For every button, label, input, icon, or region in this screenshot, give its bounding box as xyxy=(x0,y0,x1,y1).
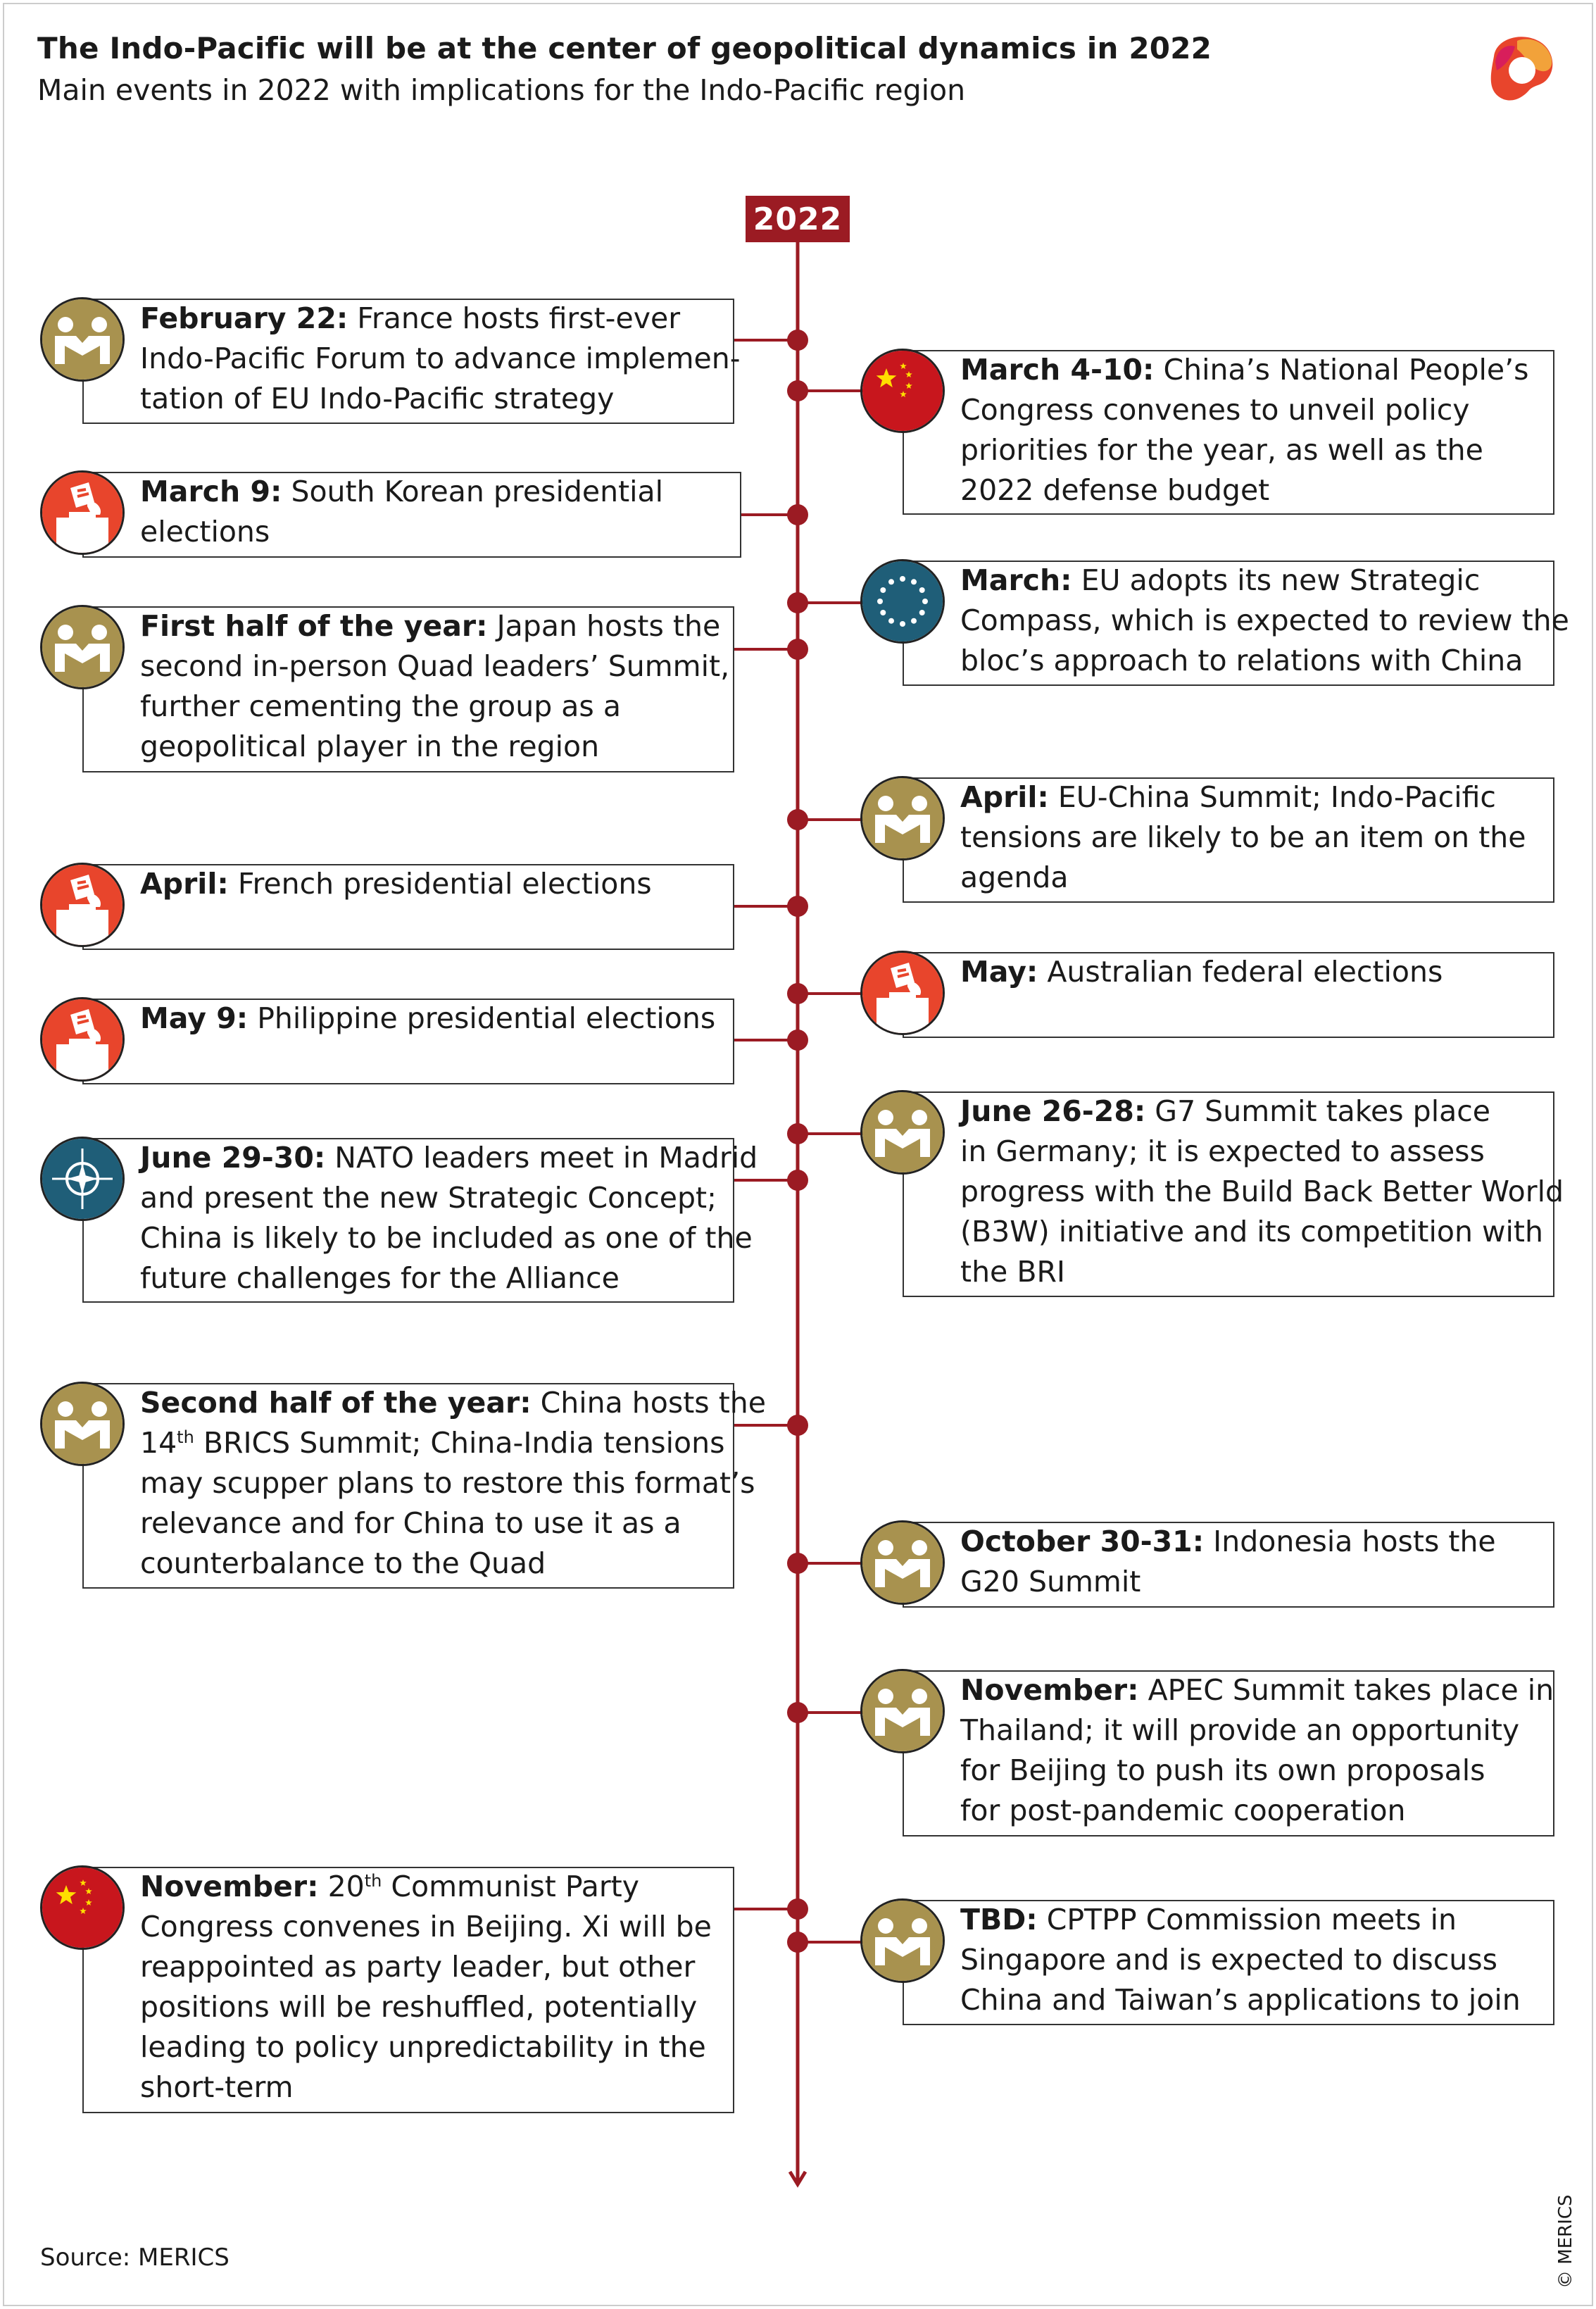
event-description-line: for Beijing to push its own proposals xyxy=(960,1753,1485,1787)
event-text xyxy=(140,606,729,767)
event-description-line: positions will be reshuffled, potentially xyxy=(140,1990,698,2024)
event-description-line: tation of EU Indo-Pacific strategy xyxy=(140,382,615,415)
timeline-dot xyxy=(787,504,808,525)
event-description-line: in Germany; it is expected to assess xyxy=(960,1134,1485,1168)
timeline-dot xyxy=(787,1553,808,1574)
event-line xyxy=(140,1258,758,1299)
event-line xyxy=(960,430,1529,470)
timeline-dot xyxy=(787,639,808,660)
event-description-line: French presidential elections xyxy=(237,867,652,901)
event-line xyxy=(140,606,729,646)
event-text xyxy=(140,472,663,552)
event-description-line: 14th BRICS Summit; China-India tensions xyxy=(140,1426,725,1460)
event-line xyxy=(960,777,1526,818)
event-description-line: Japan hosts the xyxy=(496,609,721,643)
event-line xyxy=(960,470,1529,511)
event-description-line: China hosts the xyxy=(540,1386,766,1420)
event-description-line: future challenges for the Alliance xyxy=(140,1261,620,1295)
event-line xyxy=(140,2027,712,2067)
event-line xyxy=(140,999,715,1039)
event-description-line: the BRI xyxy=(960,1255,1066,1289)
event-description-line: 20th Communist Party xyxy=(327,1870,640,1903)
event-text xyxy=(960,1522,1496,1602)
event-date: March 4-10: xyxy=(960,353,1155,387)
event-description-line: 2022 defense budget xyxy=(960,473,1270,507)
event-description-line: may scupper plans to restore this format’s xyxy=(140,1466,755,1500)
event-description-line: CPTPP Commission meets in xyxy=(1046,1903,1457,1936)
event-date: June 29-30: xyxy=(140,1141,326,1175)
china-flag-icon xyxy=(40,1865,125,1950)
event-date: TBD: xyxy=(960,1903,1038,1936)
event-line xyxy=(960,1252,1564,1292)
event-date: First half of the year: xyxy=(140,609,488,643)
event-description-line: Congress convenes to unveil policy xyxy=(960,393,1470,427)
event-line xyxy=(140,864,652,904)
summit-handshake-icon xyxy=(860,1669,945,1753)
event-line xyxy=(960,601,1569,641)
event-description-line: for post-pandemic cooperation xyxy=(960,1794,1406,1827)
event-line xyxy=(140,512,663,552)
timeline-dot xyxy=(787,1123,808,1144)
event-description-line: tensions are likely to be an item on the xyxy=(960,820,1526,854)
event-line xyxy=(960,1132,1564,1172)
event-line xyxy=(960,350,1529,390)
event-text xyxy=(140,1383,766,1584)
timeline-dot xyxy=(787,809,808,830)
event-date: April: xyxy=(960,780,1049,814)
event-line xyxy=(140,1503,766,1544)
summit-handshake-icon xyxy=(860,1520,945,1605)
event-date: February 22: xyxy=(140,301,348,335)
event-line xyxy=(960,561,1569,601)
nato-compass-icon xyxy=(40,1137,125,1221)
event-description-line: Compass, which is expected to review the xyxy=(960,603,1569,637)
event-text xyxy=(140,864,652,904)
event-line xyxy=(140,1383,766,1423)
summit-handshake-icon xyxy=(40,605,125,689)
event-description-line: progress with the Build Back Better World xyxy=(960,1175,1564,1208)
event-line xyxy=(140,1544,766,1584)
event-description-line: Indo-Pacific Forum to advance implemen- xyxy=(140,342,741,375)
event-description-line: China and Taiwan’s applications to join xyxy=(960,1983,1521,2017)
timeline-dot xyxy=(787,983,808,1004)
event-line xyxy=(960,1562,1496,1602)
timeline-dot xyxy=(787,1170,808,1191)
timeline-dot xyxy=(787,896,808,917)
event-description-line: Australian federal elections xyxy=(1047,955,1443,989)
event-line xyxy=(140,1947,712,1987)
event-line xyxy=(960,641,1569,681)
event-description-line: reappointed as party leader, but other xyxy=(140,1950,696,1984)
event-description-line: EU adopts its new Strategic xyxy=(1081,563,1481,597)
event-text xyxy=(140,299,741,419)
figure-subtitle: Main events in 2022 with implications for the Indo-Pacific region xyxy=(37,73,966,107)
event-description-line: China’s National People’s xyxy=(1163,353,1529,387)
summit-handshake-icon xyxy=(860,1090,945,1175)
event-text xyxy=(140,999,715,1039)
event-line xyxy=(140,1907,712,1947)
eu-flag-icon xyxy=(860,559,945,644)
summit-handshake-icon xyxy=(40,297,125,382)
event-line xyxy=(140,379,741,419)
event-text xyxy=(960,952,1443,992)
event-description-line: APEC Summit takes place in xyxy=(1148,1673,1554,1707)
event-description-line: G20 Summit xyxy=(960,1565,1141,1598)
timeline-dot xyxy=(787,1932,808,1953)
event-line xyxy=(960,1670,1554,1710)
event-line xyxy=(960,1791,1554,1831)
event-line xyxy=(140,646,729,687)
event-line xyxy=(140,687,729,727)
event-line xyxy=(140,1423,766,1463)
event-line xyxy=(960,1940,1521,1980)
event-line xyxy=(140,1218,758,1258)
event-date: March: xyxy=(960,563,1072,597)
event-description-line: short-term xyxy=(140,2070,294,2104)
timeline-dot xyxy=(787,1898,808,1920)
event-description-line: further cementing the group as a xyxy=(140,689,621,723)
event-description-line: elections xyxy=(140,515,270,549)
event-description-line: EU-China Summit; Indo-Pacific xyxy=(1057,780,1496,814)
event-date: May: xyxy=(960,955,1038,989)
event-line xyxy=(140,339,741,379)
event-description-line: China is likely to be included as one of the xyxy=(140,1221,753,1255)
event-text xyxy=(960,1091,1564,1292)
timeline-dot xyxy=(787,592,808,613)
event-line xyxy=(960,952,1443,992)
event-line xyxy=(960,390,1529,430)
event-line xyxy=(960,1980,1521,2020)
event-description-line: relevance and for China to use it as a xyxy=(140,1506,681,1540)
event-description-line: Congress convenes in Beijing. Xi will be xyxy=(140,1910,712,1944)
copyright-note: © MERICS xyxy=(1555,2194,1576,2289)
event-description-line: (B3W) initiative and its competition with xyxy=(960,1215,1543,1249)
event-description-line: and present the new Strategic Concept; xyxy=(140,1181,717,1215)
timeline-dot xyxy=(787,1702,808,1723)
event-date: Second half of the year: xyxy=(140,1386,532,1420)
event-description-line: Singapore and is expected to discuss xyxy=(960,1943,1497,1977)
event-text xyxy=(140,1867,712,2108)
timeline-dot xyxy=(787,1415,808,1436)
event-description-line: Thailand; it will provide an opportunity xyxy=(960,1713,1520,1747)
timeline-dot xyxy=(787,380,808,401)
event-description-line: France hosts first-ever xyxy=(357,301,681,335)
event-description-line: Philippine presidential elections xyxy=(257,1001,716,1035)
event-description-line: geopolitical player in the region xyxy=(140,730,600,763)
event-text xyxy=(960,561,1569,681)
figure-title: The Indo-Pacific will be at the center of geopolitical dynamics in 2022 xyxy=(37,31,1212,65)
event-line xyxy=(960,1212,1564,1252)
election-ballot-icon xyxy=(860,951,945,1035)
event-description-line: Indonesia hosts the xyxy=(1213,1525,1496,1558)
event-description-line: G7 Summit takes place xyxy=(1155,1094,1490,1128)
event-line xyxy=(140,1178,758,1218)
event-description-line: agenda xyxy=(960,861,1069,894)
summit-handshake-icon xyxy=(860,1898,945,1983)
event-line xyxy=(140,1987,712,2027)
event-date: March 9: xyxy=(140,475,282,508)
event-line xyxy=(140,727,729,767)
event-line xyxy=(140,299,741,339)
timeline-dot xyxy=(787,1030,808,1051)
event-text xyxy=(960,350,1529,511)
event-date: November: xyxy=(140,1870,319,1903)
event-text xyxy=(960,1900,1521,2020)
event-line xyxy=(960,1091,1564,1132)
event-line xyxy=(140,1463,766,1503)
event-description-line: counterbalance to the Quad xyxy=(140,1546,546,1580)
event-line xyxy=(140,1138,758,1178)
event-line xyxy=(960,1522,1496,1562)
event-description-line: priorities for the year, as well as the xyxy=(960,433,1483,467)
event-date: June 26-28: xyxy=(960,1094,1146,1128)
event-date: May 9: xyxy=(140,1001,249,1035)
event-line xyxy=(960,858,1526,898)
event-line xyxy=(140,472,663,512)
event-description-line: NATO leaders meet in Madrid xyxy=(334,1141,758,1175)
event-date: November: xyxy=(960,1673,1139,1707)
event-line xyxy=(960,1710,1554,1751)
election-ballot-icon xyxy=(40,470,125,555)
event-line xyxy=(960,1751,1554,1791)
source-note: Source: MERICS xyxy=(40,2244,230,2272)
election-ballot-icon xyxy=(40,863,125,947)
event-date: April: xyxy=(140,867,229,901)
event-line xyxy=(960,818,1526,858)
election-ballot-icon xyxy=(40,997,125,1082)
event-line xyxy=(960,1172,1564,1212)
summit-handshake-icon xyxy=(40,1382,125,1466)
event-description-line: second in-person Quad leaders’ Summit, xyxy=(140,649,730,683)
event-line xyxy=(140,2067,712,2108)
event-line xyxy=(140,1867,712,1907)
timeline-dot xyxy=(787,330,808,351)
event-text xyxy=(140,1138,758,1299)
event-line xyxy=(960,1900,1521,1940)
event-text xyxy=(960,1670,1554,1831)
event-description-line: bloc’s approach to relations with China xyxy=(960,644,1523,677)
event-date: October 30-31: xyxy=(960,1525,1205,1558)
summit-handshake-icon xyxy=(860,776,945,861)
event-text xyxy=(960,777,1526,898)
year-badge: 2022 xyxy=(746,196,850,242)
event-description-line: South Korean presidential xyxy=(291,475,664,508)
china-flag-icon xyxy=(860,349,945,433)
event-description-line: leading to policy unpredictability in the xyxy=(140,2030,706,2064)
